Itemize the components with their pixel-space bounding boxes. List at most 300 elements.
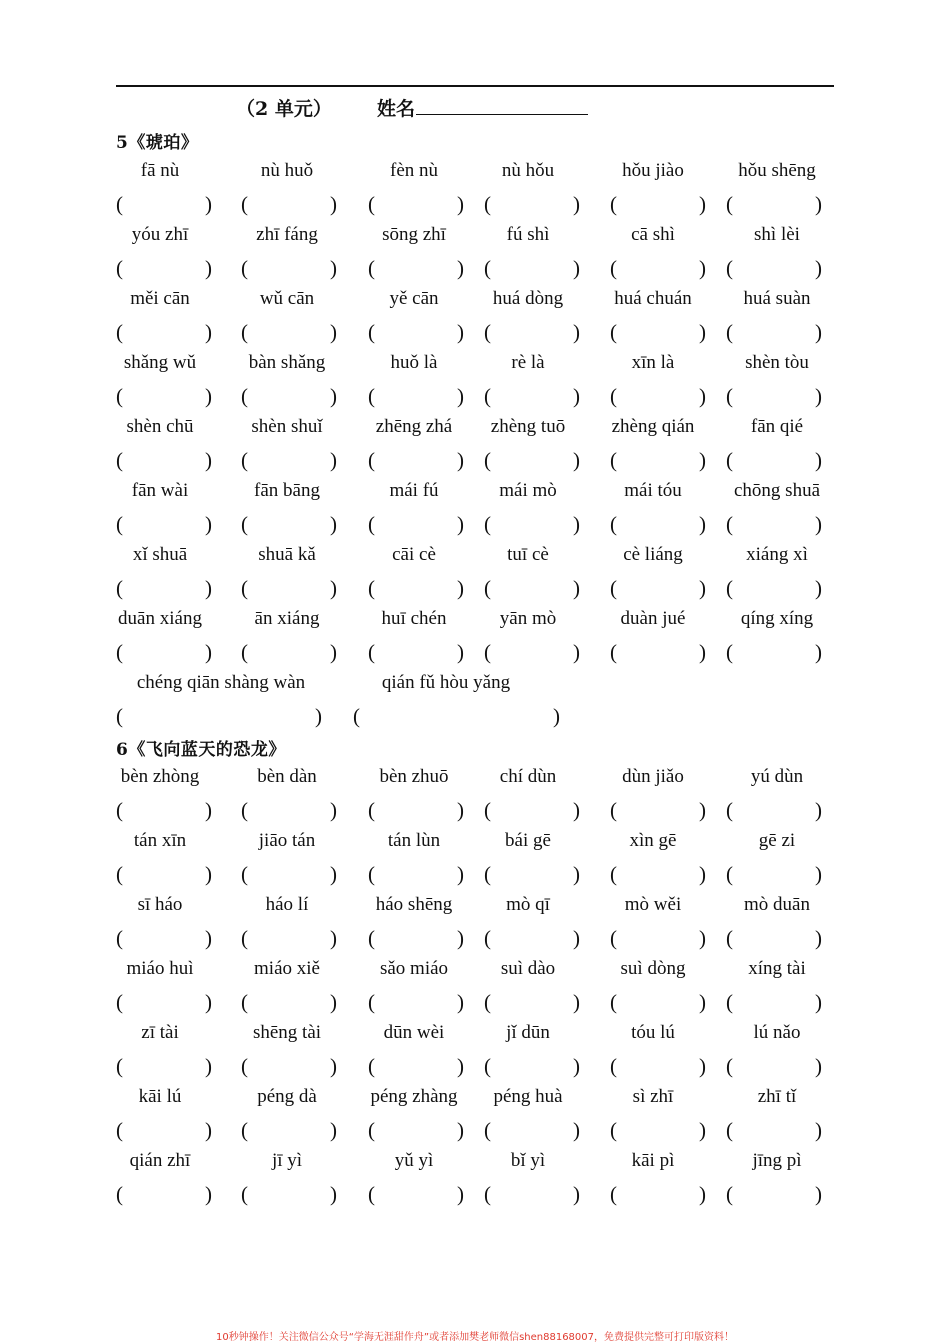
- open-paren: (: [484, 512, 491, 536]
- open-paren: (: [484, 640, 491, 664]
- open-paren: (: [368, 512, 375, 536]
- answer-blank[interactable]: [610, 862, 706, 888]
- open-paren: (: [610, 384, 617, 408]
- pinyin-word: xíng tài: [748, 958, 806, 979]
- pinyin-word: dūn wèi: [383, 1022, 445, 1043]
- close-paren: ): [457, 862, 464, 886]
- open-paren: (: [368, 576, 375, 600]
- close-paren: ): [205, 798, 212, 822]
- close-paren: ): [815, 512, 822, 536]
- answer-blank[interactable]: [726, 640, 822, 666]
- close-paren: ): [205, 640, 212, 664]
- pinyin-word: shǎng wǔ: [123, 352, 197, 373]
- close-paren: ): [815, 1182, 822, 1206]
- pinyin-word: huá dòng: [492, 288, 564, 309]
- close-paren: ): [815, 1118, 822, 1142]
- answer-blank[interactable]: [116, 384, 212, 410]
- answer-blank[interactable]: [484, 640, 580, 666]
- answer-blank[interactable]: [726, 192, 822, 218]
- answer-blank[interactable]: [368, 384, 464, 410]
- close-paren: ): [457, 448, 464, 472]
- answer-blank[interactable]: [241, 320, 337, 346]
- close-paren: ): [699, 1118, 706, 1142]
- open-paren: (: [610, 256, 617, 280]
- open-paren: (: [484, 1054, 491, 1078]
- pinyin-word: huī chén: [381, 608, 447, 629]
- close-paren: ): [815, 990, 822, 1014]
- close-paren: ): [573, 576, 580, 600]
- answer-blank[interactable]: [368, 448, 464, 474]
- pinyin-word: mái tóu: [624, 480, 682, 501]
- answer-blank[interactable]: [726, 320, 822, 346]
- close-paren: ): [815, 576, 822, 600]
- answer-blank[interactable]: [726, 862, 822, 888]
- open-paren: (: [368, 384, 375, 408]
- answer-blank[interactable]: [726, 798, 822, 824]
- close-paren: ): [699, 798, 706, 822]
- open-paren: (: [726, 862, 733, 886]
- close-paren: ): [330, 798, 337, 822]
- open-paren: (: [116, 798, 123, 822]
- answer-blank[interactable]: [368, 1182, 464, 1208]
- open-paren: (: [241, 926, 248, 950]
- close-paren: ): [457, 576, 464, 600]
- close-paren: ): [815, 1054, 822, 1078]
- answer-blank[interactable]: [368, 990, 464, 1016]
- answer-blank[interactable]: [726, 448, 822, 474]
- answer-row: [0, 1118, 950, 1146]
- pinyin-word: zhèng qián: [611, 416, 695, 437]
- open-paren: (: [241, 512, 248, 536]
- answer-blank[interactable]: [726, 1118, 822, 1144]
- answer-blank[interactable]: [353, 704, 560, 730]
- answer-blank[interactable]: [116, 448, 212, 474]
- answer-blank[interactable]: [726, 256, 822, 282]
- close-paren: ): [553, 704, 560, 728]
- answer-row: [0, 990, 950, 1018]
- open-paren: (: [484, 926, 491, 950]
- close-paren: ): [573, 862, 580, 886]
- open-paren: (: [241, 320, 248, 344]
- answer-blank[interactable]: [610, 512, 706, 538]
- close-paren: ): [815, 448, 822, 472]
- close-paren: ): [205, 512, 212, 536]
- worksheet-header: [0, 94, 950, 122]
- close-paren: ): [330, 192, 337, 216]
- answer-blank[interactable]: [368, 1054, 464, 1080]
- answer-blank[interactable]: [726, 926, 822, 952]
- answer-blank[interactable]: [116, 192, 212, 218]
- pinyin-word: bèn zhòng: [120, 766, 200, 787]
- close-paren: ): [457, 192, 464, 216]
- close-paren: ): [815, 384, 822, 408]
- close-paren: ): [815, 256, 822, 280]
- close-paren: ): [573, 192, 580, 216]
- open-paren: (: [116, 926, 123, 950]
- close-paren: ): [573, 384, 580, 408]
- open-paren: (: [726, 1182, 733, 1206]
- open-paren: (: [116, 990, 123, 1014]
- answer-blank[interactable]: [610, 926, 706, 952]
- close-paren: ): [330, 1054, 337, 1078]
- pinyin-word: háo lí: [265, 894, 309, 915]
- answer-blank[interactable]: [241, 862, 337, 888]
- answer-blank[interactable]: [116, 862, 212, 888]
- open-paren: (: [241, 384, 248, 408]
- pinyin-word: shuā kǎ: [258, 544, 316, 565]
- answer-blank[interactable]: [116, 256, 212, 282]
- close-paren: ): [457, 1054, 464, 1078]
- answer-blank[interactable]: [484, 990, 580, 1016]
- answer-blank[interactable]: [241, 990, 337, 1016]
- pinyin-word: fān bāng: [254, 480, 320, 501]
- open-paren: (: [368, 1054, 375, 1078]
- pinyin-word: měi cān: [130, 288, 190, 309]
- open-paren: (: [610, 1118, 617, 1142]
- pinyin-word: shēng tài: [252, 1022, 322, 1043]
- answer-blank[interactable]: [484, 926, 580, 952]
- section-title: 6《飞向蓝天的恐龙》: [116, 740, 286, 760]
- answer-row: [0, 862, 950, 890]
- pinyin-word: yú dùn: [750, 766, 804, 787]
- pinyin-word: shèn shuǐ: [251, 416, 323, 437]
- answer-blank[interactable]: [610, 1118, 706, 1144]
- open-paren: (: [116, 192, 123, 216]
- open-paren: (: [116, 640, 123, 664]
- open-paren: (: [726, 990, 733, 1014]
- answer-blank[interactable]: [241, 1118, 337, 1144]
- pinyin-word: fèn nù: [389, 160, 439, 181]
- close-paren: ): [457, 990, 464, 1014]
- answer-blank[interactable]: [484, 256, 580, 282]
- open-paren: (: [484, 256, 491, 280]
- pinyin-row: [0, 416, 950, 444]
- open-paren: (: [241, 1182, 248, 1206]
- answer-blank[interactable]: [116, 576, 212, 602]
- close-paren: ): [699, 990, 706, 1014]
- answer-blank[interactable]: [241, 384, 337, 410]
- open-paren: (: [241, 192, 248, 216]
- pinyin-row: [0, 1150, 950, 1178]
- pinyin-row: [0, 160, 950, 188]
- pinyin-word: rè là: [511, 352, 545, 373]
- answer-blank[interactable]: [726, 576, 822, 602]
- close-paren: ): [573, 926, 580, 950]
- answer-blank[interactable]: [726, 384, 822, 410]
- close-paren: ): [573, 798, 580, 822]
- answer-row: [0, 926, 950, 954]
- answer-row: [0, 320, 950, 348]
- pinyin-word: nù huǒ: [260, 160, 314, 181]
- pinyin-word: sì zhī: [632, 1086, 674, 1107]
- answer-blank[interactable]: [116, 704, 322, 730]
- answer-blank[interactable]: [610, 1054, 706, 1080]
- section-title: 5《琥珀》: [116, 133, 199, 153]
- open-paren: (: [610, 798, 617, 822]
- pinyin-word: sī háo: [137, 894, 183, 915]
- pinyin-row: [0, 672, 950, 700]
- answer-blank[interactable]: [241, 448, 337, 474]
- close-paren: ): [457, 926, 464, 950]
- pinyin-word: xǐ shuā: [132, 544, 188, 565]
- pinyin-word: shèn chū: [126, 416, 194, 437]
- pinyin-word: háo shēng: [375, 894, 453, 915]
- close-paren: ): [205, 448, 212, 472]
- pinyin-word: yǔ yì: [394, 1150, 434, 1171]
- pinyin-word: wǔ cān: [259, 288, 315, 309]
- answer-blank[interactable]: [484, 192, 580, 218]
- open-paren: (: [726, 448, 733, 472]
- open-paren: (: [610, 192, 617, 216]
- pinyin-word: hǒu shēng: [738, 160, 816, 181]
- answer-blank[interactable]: [116, 512, 212, 538]
- open-paren: (: [484, 320, 491, 344]
- pinyin-word: shì lèi: [754, 224, 800, 245]
- open-paren: (: [726, 512, 733, 536]
- close-paren: ): [330, 576, 337, 600]
- pinyin-row: [0, 352, 950, 380]
- answer-blank[interactable]: [610, 576, 706, 602]
- answer-blank[interactable]: [116, 1054, 212, 1080]
- pinyin-word: cè liáng: [623, 544, 683, 565]
- answer-row: [0, 384, 950, 412]
- answer-blank[interactable]: [484, 448, 580, 474]
- answer-blank[interactable]: [368, 798, 464, 824]
- close-paren: ): [457, 640, 464, 664]
- answer-blank[interactable]: [116, 990, 212, 1016]
- pinyin-word: dùn jiǎo: [622, 766, 684, 787]
- close-paren: ): [815, 320, 822, 344]
- answer-blank[interactable]: [484, 576, 580, 602]
- answer-blank[interactable]: [241, 640, 337, 666]
- pinyin-word: tán lùn: [387, 830, 441, 851]
- close-paren: ): [457, 256, 464, 280]
- answer-blank[interactable]: [368, 320, 464, 346]
- pinyin-word: mái mò: [499, 480, 557, 501]
- open-paren: (: [241, 448, 248, 472]
- answer-blank[interactable]: [610, 1182, 706, 1208]
- close-paren: ): [330, 862, 337, 886]
- pinyin-word: jǐ dūn: [506, 1022, 550, 1043]
- answer-blank[interactable]: [241, 512, 337, 538]
- open-paren: (: [484, 384, 491, 408]
- pinyin-word: tán xīn: [133, 830, 187, 851]
- answer-blank[interactable]: [116, 640, 212, 666]
- answer-blank[interactable]: [610, 320, 706, 346]
- pinyin-word: lú nǎo: [753, 1022, 801, 1043]
- unit-label: （2 单元）: [236, 98, 332, 120]
- answer-blank[interactable]: [484, 512, 580, 538]
- pinyin-word: tóu lú: [631, 1022, 675, 1043]
- close-paren: ): [205, 1118, 212, 1142]
- open-paren: (: [368, 640, 375, 664]
- open-paren: (: [726, 192, 733, 216]
- pinyin-word: qíng xíng: [740, 608, 814, 629]
- open-paren: (: [484, 990, 491, 1014]
- answer-row: [0, 448, 950, 476]
- pinyin-word: chōng shuā: [733, 480, 821, 501]
- close-paren: ): [699, 320, 706, 344]
- answer-blank[interactable]: [368, 192, 464, 218]
- open-paren: (: [116, 1054, 123, 1078]
- close-paren: ): [457, 384, 464, 408]
- answer-blank[interactable]: [241, 192, 337, 218]
- answer-blank[interactable]: [726, 1054, 822, 1080]
- pinyin-word: zī tài: [141, 1022, 179, 1043]
- close-paren: ): [815, 798, 822, 822]
- close-paren: ): [457, 320, 464, 344]
- close-paren: ): [699, 192, 706, 216]
- answer-blank[interactable]: [368, 640, 464, 666]
- name-blank-line: [416, 114, 588, 115]
- answer-blank[interactable]: [610, 256, 706, 282]
- answer-blank[interactable]: [368, 512, 464, 538]
- pinyin-word: bǐ yì: [510, 1150, 546, 1171]
- open-paren: (: [484, 862, 491, 886]
- pinyin-word: gē zi: [758, 830, 796, 851]
- open-paren: (: [241, 862, 248, 886]
- top-rule: [116, 85, 834, 87]
- answer-blank[interactable]: [116, 1182, 212, 1208]
- pinyin-word: jī yì: [271, 1150, 303, 1171]
- answer-row: [0, 256, 950, 284]
- answer-blank[interactable]: [726, 1182, 822, 1208]
- pinyin-word: huá chuán: [614, 288, 692, 309]
- pinyin-row: [0, 480, 950, 508]
- answer-blank[interactable]: [726, 512, 822, 538]
- answer-blank[interactable]: [116, 1118, 212, 1144]
- answer-blank[interactable]: [368, 256, 464, 282]
- pinyin-word: mò qī: [506, 894, 550, 915]
- pinyin-word: kāi lú: [138, 1086, 182, 1107]
- answer-blank[interactable]: [610, 384, 706, 410]
- close-paren: ): [573, 512, 580, 536]
- answer-blank[interactable]: [368, 926, 464, 952]
- open-paren: (: [368, 926, 375, 950]
- open-paren: (: [368, 862, 375, 886]
- answer-blank[interactable]: [116, 320, 212, 346]
- open-paren: (: [726, 576, 733, 600]
- open-paren: (: [726, 384, 733, 408]
- open-paren: (: [116, 448, 123, 472]
- open-paren: (: [241, 576, 248, 600]
- pinyin-word: fān qié: [750, 416, 804, 437]
- pinyin-word: mò duān: [744, 894, 810, 915]
- open-paren: (: [484, 576, 491, 600]
- close-paren: ): [205, 1054, 212, 1078]
- pinyin-word: péng dà: [257, 1086, 317, 1107]
- close-paren: ): [573, 990, 580, 1014]
- answer-blank[interactable]: [610, 990, 706, 1016]
- answer-blank[interactable]: [241, 926, 337, 952]
- close-paren: ): [330, 1118, 337, 1142]
- pinyin-word: fú shì: [506, 224, 550, 245]
- answer-blank[interactable]: [241, 1054, 337, 1080]
- pinyin-word: bàn shǎng: [248, 352, 326, 373]
- answer-blank[interactable]: [484, 798, 580, 824]
- close-paren: ): [573, 640, 580, 664]
- pinyin-word: qián zhī: [129, 1150, 191, 1171]
- close-paren: ): [205, 384, 212, 408]
- close-paren: ): [330, 384, 337, 408]
- answer-blank[interactable]: [241, 256, 337, 282]
- pinyin-word: yān mò: [499, 608, 557, 629]
- pinyin-word: tuī cè: [507, 544, 549, 565]
- answer-blank[interactable]: [241, 576, 337, 602]
- answer-blank[interactable]: [116, 798, 212, 824]
- answer-blank[interactable]: [726, 990, 822, 1016]
- close-paren: ): [457, 1182, 464, 1206]
- close-paren: ): [699, 512, 706, 536]
- pinyin-word: shèn tòu: [745, 352, 809, 373]
- open-paren: (: [116, 704, 123, 728]
- pinyin-word: yě cān: [389, 288, 439, 309]
- pinyin-word: zhī fáng: [256, 224, 318, 245]
- close-paren: ): [330, 640, 337, 664]
- close-paren: ): [457, 798, 464, 822]
- close-paren: ): [699, 448, 706, 472]
- answer-blank[interactable]: [241, 1182, 337, 1208]
- answer-row: [0, 192, 950, 220]
- answer-row: [0, 1054, 950, 1082]
- open-paren: (: [726, 926, 733, 950]
- answer-blank[interactable]: [368, 862, 464, 888]
- pinyin-word: hǒu jiào: [622, 160, 684, 181]
- answer-blank[interactable]: [610, 640, 706, 666]
- pinyin-row: [0, 1022, 950, 1050]
- open-paren: (: [241, 1118, 248, 1142]
- close-paren: ): [699, 384, 706, 408]
- answer-blank[interactable]: [116, 926, 212, 952]
- close-paren: ): [815, 926, 822, 950]
- answer-row: [0, 798, 950, 826]
- open-paren: (: [726, 256, 733, 280]
- pinyin-word: duān xiáng: [118, 608, 202, 629]
- answer-blank[interactable]: [484, 384, 580, 410]
- close-paren: ): [573, 1054, 580, 1078]
- close-paren: ): [205, 990, 212, 1014]
- open-paren: (: [353, 704, 360, 728]
- close-paren: ): [699, 576, 706, 600]
- close-paren: ): [573, 256, 580, 280]
- open-paren: (: [610, 862, 617, 886]
- answer-blank[interactable]: [484, 862, 580, 888]
- answer-blank[interactable]: [484, 1182, 580, 1208]
- pinyin-word: yóu zhī: [131, 224, 189, 245]
- open-paren: (: [484, 798, 491, 822]
- pinyin-word: zhī tǐ: [757, 1086, 797, 1107]
- answer-blank[interactable]: [610, 192, 706, 218]
- open-paren: (: [726, 798, 733, 822]
- answer-blank[interactable]: [484, 320, 580, 346]
- answer-blank[interactable]: [241, 798, 337, 824]
- answer-blank[interactable]: [484, 1118, 580, 1144]
- open-paren: (: [241, 990, 248, 1014]
- close-paren: ): [573, 1118, 580, 1142]
- open-paren: (: [241, 640, 248, 664]
- close-paren: ): [205, 1182, 212, 1206]
- pinyin-word: xìn gē: [629, 830, 677, 851]
- answer-blank[interactable]: [368, 1118, 464, 1144]
- answer-blank[interactable]: [484, 1054, 580, 1080]
- answer-blank[interactable]: [368, 576, 464, 602]
- pinyin-row: [0, 224, 950, 252]
- answer-blank[interactable]: [610, 798, 706, 824]
- open-paren: (: [116, 862, 123, 886]
- open-paren: (: [116, 384, 123, 408]
- answer-blank[interactable]: [610, 448, 706, 474]
- open-paren: (: [241, 798, 248, 822]
